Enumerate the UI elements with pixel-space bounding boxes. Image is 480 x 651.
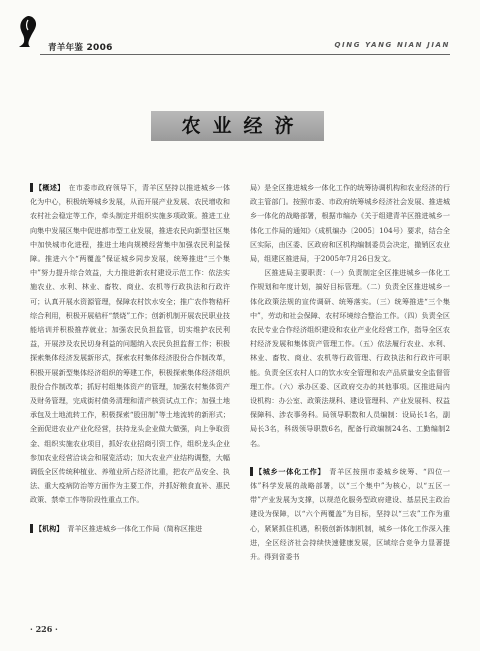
overview-text: 在市委市政府领导下，青羊区坚持以推进城乡一体化为中心，积极统筹城乡发展，从而开展产业发展、农民增收和农村社会稳定等工作，牵头制定并组织实施多项政策。推进工业向集中发展区集中促进都市型工业发展，推进农民向新型社区集中加快城市化进程，推进土地向规模经营集中加强农民利益保障。推进六个“两覆盖”保证城乡同步发展，统筹推进“三个集中”努力提升综合效益，大力推进新农村建设示范工作：依法实施农业、水利、林业、畜牧、商业、农机等行政执法和行政许可；认真开展水资源管理，保障农村饮水安全；推广农作物秸秆综合利用，积极开展秸秆“禁烧”工作；创新机制开展农民职业技能培训并积极推荐就业；加强农民负担监管，切实维护农民利益，开展涉及农民切身利益的问题纳入农民负担监督工作；积极探索集体经济发展新形式，探索农村集体经济股份合作制改革，积极开展新型集体经济组织的筹建工作，积极探索集体经济组织股份合作制改革；抓好村组集体资产的管理，加强农村集体资产及财务管理，完成街村债务清理和清产核资试点工作；加强土地承包及土地流转工作，积极探索“股田制”等土地流转的新形式；全面促进农业产业化经营，扶持龙头企业做大做强，向上争取资金、组织实施农业项目，抓好农业招商引资工作，组织龙头企业参加农业经营洽谈会和展览活动；加大农业产业结构调整，大幅调低全区传统种植业、养殖业所占经济比重，把农产品安全、执法、重大疫病防治等方面作为主要工作，并抓好粮食直补、惠民政策、禁牵工作等阶段性重点工作。	[30, 183, 231, 505]
integration-text: 青羊区按照市委城乡统筹、“四位一体”科学发展的战略部署，以“三个集中”为核心，以“五区一带”产业发展为支撑，以规范化服务型政府建设、基层民主政治建设为保障，以“六个两覆盖”为目标，坚持以“三农”工作为重心，紧紧抓住机遇，积极创新体制机制，城乡一体化工作深入推进，全区经济社会持续快速健康发展，区域综合竞争力显著提升。得到省委书	[250, 466, 450, 562]
section-title: 农业经济	[181, 115, 306, 137]
page-number: · 226 ·	[30, 624, 58, 634]
integration-paragraph	[250, 465, 450, 564]
yearbook-logo-icon	[16, 14, 40, 48]
duties-paragraph: 区推进局主要职责：（一）负责制定全区推进城乡一体化工作规划和年度计划，搞好目标管理。（二）负责全区推进城乡一体化政策法规的宣传调研、统筹落实。（三）统筹推进“三个集中”，劳动和社会保障、农村环境综合整治工作。（四）负责全区农民专业合作经济组织建设和农业产业化经营工作，指导全区农村经济发展和集体资产管理工作。（五）依法履行农业、水利、林业、畜牧、商业、农机等行政管理、行政执法和行政许可职能。负责全区农村人口的饮水安全管理和农产品质量安全监督管理工作。（六）承办区委、区政府交办的其他事项。区推进局内设机构：办公室、政策法规科、建设管理科、产业发展科、权益保障科、涉农事务科。局领导职数和人员编制：设局长1名，副局长3名，科级领导职数6名，配备行政编制24名、工勤编制2名。	[250, 268, 450, 448]
organization-continued-paragraph: 局）是全区推进城乡一体化工作的统筹协调机构和农业经济的行政主管部门。按照市委、市政府统筹城乡经济社会发展、推进城乡一体化的战略部署，根据市编办《关于组建青羊区推进城乡一体化工作局的通知》（成机编办〔2005〕104号）要求，结合全区实际，由区委、区政府和区机构编制委员会决定，撤销区农业局，组建区推进局，于2005年7月26日发文。	[250, 183, 450, 264]
organization-paragraph	[30, 522, 230, 536]
overview-label: 【概述】	[30, 183, 64, 192]
yearbook-title	[48, 41, 113, 53]
left-column	[30, 181, 230, 536]
integration-label: 【城乡一体化工作】	[250, 467, 325, 476]
page-header	[0, 0, 480, 60]
yearbook-name: 青羊年鉴	[48, 43, 84, 53]
organization-label: 【机构】	[30, 524, 63, 533]
section-title-banner	[151, 111, 324, 141]
overview-paragraph	[30, 181, 230, 508]
header-rule	[40, 54, 450, 55]
yearbook-year: 2006	[86, 43, 113, 53]
yearbook-english-title: QING YANG NIAN JIAN	[334, 41, 450, 49]
organization-text: 青羊区推进城乡一体化工作局（简称区推进	[67, 523, 203, 533]
right-column	[250, 181, 450, 564]
